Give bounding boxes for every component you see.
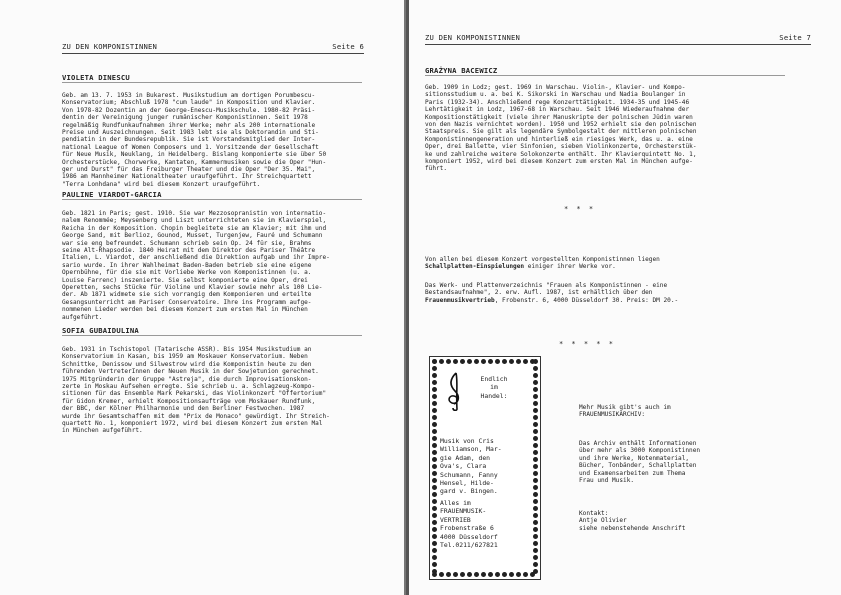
text-line: "Terra Lonhdana" wird bei diesem Konzert uraufgeführt. <box>62 180 261 188</box>
border-dot <box>533 450 538 455</box>
border-dot <box>502 572 507 577</box>
paragraph-directory <box>425 282 815 304</box>
treble-clef-icon <box>444 371 466 411</box>
text-line: Louise Farrenc) inszenierte. Sie selbst komponierte eine Oper, drei <box>62 276 308 284</box>
border-dot <box>523 572 528 577</box>
text-line: Antje Olivier <box>579 517 627 525</box>
border-dot <box>432 520 437 525</box>
paragraph-bacewicz <box>425 84 815 173</box>
border-dot <box>488 572 493 577</box>
border-dot <box>432 422 437 427</box>
flyer-border-bottom <box>432 572 535 577</box>
border-dot <box>509 572 514 577</box>
border-dot <box>432 373 437 378</box>
border-dot <box>460 572 465 577</box>
text-line: Paris (1932-34). Anschließend rege Konzerttätigkeit. 1934-35 und 1945-46 <box>425 98 690 106</box>
text-line: von den Nazis vernichtet worden). 1950 und 1952 erhielt sie den polnischen <box>425 121 697 129</box>
text-line: Oper, drei Ballette, vier Sinfonien, sieben Violinkonzerte, Orchesterstük- <box>425 143 697 151</box>
text-line: aufgeführt. <box>62 313 103 321</box>
border-dot <box>467 359 472 364</box>
text-line: Handel: <box>480 391 508 400</box>
border-dot <box>533 492 538 497</box>
text-line: Komponistinnengeneration und hinterließ ein riesiges Werk, das u. a. eine <box>425 135 693 143</box>
text-line: 1975 Mitgründerin der Gruppe "Astreja", die durch Improvisationskon- <box>62 375 312 383</box>
text-line: FRAUENMUSIKARCHIV: <box>579 411 646 419</box>
border-dot <box>509 359 514 364</box>
text-line: komponiert 1952, wird bei diesem Konzert zum ersten Mal in München aufge- <box>425 158 693 166</box>
text-line: gard v. Bingen. <box>440 487 498 496</box>
border-dot <box>533 422 538 427</box>
archive-body <box>579 440 779 484</box>
section-heading-dinescu: VIOLETA DINESCU <box>62 73 130 82</box>
border-dot <box>533 471 538 476</box>
text-line: Geb. 1909 in Lodz; gest. 1969 in Warschau. Violin-, Klavier- und Kompo- <box>425 84 686 91</box>
border-dot <box>432 359 437 364</box>
flyer-border-top <box>432 359 535 364</box>
text-line: siehe nebenstehende Anschrift <box>579 524 686 532</box>
text-line: national League of Women Composers und 1. Vorsitzende der Gesellschaft <box>62 143 319 151</box>
page-number: Seite 7 <box>779 33 811 42</box>
text-line: Italien, L. Viardot, der anschließend die Direktion aufgab und ihr Impre- <box>62 254 330 262</box>
border-dot <box>432 478 437 483</box>
text-line: Schnittke, Denissow und Silwestrow wird die Komponistin heute zu den <box>62 360 312 368</box>
border-dot <box>432 450 437 455</box>
text-line: Musik von Cris <box>440 437 494 445</box>
border-dot <box>533 415 538 420</box>
paragraph-gubaidulina <box>62 346 382 435</box>
border-dot <box>432 541 437 546</box>
text-line: nommenen Lieder werden bei diesem Konzert zum ersten Mal in München <box>62 306 308 314</box>
text-line: Alles im <box>440 499 471 507</box>
border-dot <box>432 464 437 469</box>
text-line: Mehr Musik gibt's auch im <box>579 404 671 411</box>
border-dot <box>533 464 538 469</box>
border-dot <box>474 359 479 364</box>
text-line: Frobenstraße 6 <box>440 524 494 533</box>
border-dot <box>533 548 538 553</box>
border-dot <box>533 562 538 567</box>
border-dot <box>432 534 437 539</box>
section-divider <box>62 199 362 200</box>
text-line: in München aufgeführt. <box>62 427 143 435</box>
border-dot <box>516 572 521 577</box>
right-page-header <box>425 33 811 45</box>
text-line: 1986 am Mannheimer Nationaltheater uraufgeführt. Ihr Streichquartett <box>62 173 312 181</box>
text-line: und Examensarbeiten zum Thema <box>579 469 686 477</box>
recordings-line: Von allen bei diesem Konzert vorgestellten Komponistinnen liegen <box>425 256 660 263</box>
text-line: ke und zahlreiche weitere Solokonzerte enthält. Ihr Klavierquintett No. 1, <box>425 150 697 158</box>
text-line: Frau und Musik. <box>579 477 635 485</box>
section-heading-bacewicz: GRAŻYNA BACEWICZ <box>425 66 498 75</box>
border-dot <box>453 359 458 364</box>
border-dot <box>533 534 538 539</box>
text-line: Kontakt: <box>579 510 609 517</box>
border-dot <box>432 408 437 413</box>
border-dot <box>533 443 538 448</box>
border-dot <box>523 359 528 364</box>
text-line: und ihre Werke, Notenmaterial, <box>579 454 690 462</box>
border-dot <box>432 443 437 448</box>
border-dot <box>432 366 437 371</box>
text-line: ger und Durst" für das Freiburger Theater und die Oper "Der 35. Mai", <box>62 166 316 174</box>
border-dot <box>533 359 538 364</box>
text-line: Bücher, Tonbänder, Schallplatten <box>579 462 697 470</box>
text-line: wurde ihr Gesamtschaffen mit dem "Prix de Monaco" gewürdigt. Ihr Streich- <box>62 412 330 420</box>
text-line: Hensel, Hilde- <box>440 479 494 488</box>
right-page <box>409 0 841 595</box>
border-dot <box>533 436 538 441</box>
text-line: war sie eng befreundet. Schumann schrieb sein Op. 24 für sie, Brahms <box>62 239 312 247</box>
border-dot <box>460 359 465 364</box>
directory-line: Das Werk- und Plattenverzeichnis "Frauen als Komponistinnen - eine <box>425 282 668 289</box>
text-line: Endlich <box>480 375 508 383</box>
border-dot <box>516 359 521 364</box>
text-line: Tel.0211/627821 <box>440 541 498 550</box>
text-line: über mehr als 3000 Komponistinnen <box>579 447 701 455</box>
text-line: führenden VertreterInnen der Neuen Musik in der Sowjetunion gerechnet. <box>62 368 319 376</box>
section-divider <box>62 335 362 336</box>
border-dot <box>432 485 437 490</box>
border-dot <box>432 569 437 574</box>
text-line: im <box>490 383 498 392</box>
border-dot <box>439 359 444 364</box>
border-dot <box>432 555 437 560</box>
flyer-border-right <box>533 359 538 574</box>
advertisement-flyer <box>429 356 541 580</box>
text-line: führt. <box>425 165 448 173</box>
border-dot <box>533 429 538 434</box>
border-dot <box>432 387 437 392</box>
border-dot <box>533 366 538 371</box>
border-dot <box>495 572 500 577</box>
text-line: regelmäßig Rundfunkaufnahmen ihrer Werke; mehr als 200 internationale <box>62 121 316 129</box>
border-dot <box>432 499 437 504</box>
border-dot <box>432 457 437 462</box>
text-line: Opernbühne, für die sie mit Vorliebe Werke von Komponistinnen (u. a. <box>62 269 312 277</box>
text-line: zerte in Moskau Aufsehen erregte. Sie schrieb u. a. Schlagzeug-Kompo- <box>62 383 316 391</box>
border-dot <box>488 359 493 364</box>
text-line: Williamson, Mar- <box>440 445 502 454</box>
text-line: Geb. 1821 in Paris; gest. 1910. Sie war Mezzosopranistin von internatio- <box>62 210 327 217</box>
border-dot <box>432 506 437 511</box>
text-line: Gesangsunterricht am Pariser Conservatoire. Ihre ins Programm aufge- <box>62 298 312 306</box>
header-title: ZU DEN KOMPONISTINNEN <box>425 33 521 42</box>
recordings-line-bold: Schallplatten-Einspielungen einiger ihrer Werke vor. <box>425 263 616 271</box>
text-line: dentin der Vereinigung junger rumänischer Komponistinnen. Seit 1978 <box>62 114 308 122</box>
flyer-body <box>440 437 532 496</box>
section-heading-gubaidulina: SOFIA GUBAIDULINA <box>62 326 139 335</box>
text-line: Geb. 1931 in Tschistopol (Tatarische ASSR). Bis 1954 Musikstudium an <box>62 346 312 353</box>
text-line: Lehrtätigkeit in Lodz, 1967-68 in Warschau. Seit 1946 Wiederaufnahme der <box>425 106 690 114</box>
text-line: sario wurde. In ihrer Wahlheimat Baden-Baden betrieb sie eine eigene <box>62 261 312 269</box>
separator-stars: * * * <box>564 205 596 213</box>
paragraph-viardot <box>62 210 382 321</box>
text-line: seine Alt-Rhapsodie. 1840 Heirat mit dem Direktor des Pariser Théâtre <box>62 247 316 255</box>
border-dot <box>432 429 437 434</box>
left-page-header <box>62 42 364 54</box>
border-dot <box>533 478 538 483</box>
border-dot <box>453 572 458 577</box>
text-line: der. Ab 1871 widmete sie sich vorrangig dem Komponieren und erteilte <box>62 291 312 299</box>
directory-line: Bestandsaufnahme", 2. erw. Aufl. 1987, ist erhältlich über den <box>425 289 653 297</box>
text-line: nalem Renommée; Meysenberg und Liszt unterrichteten sie im Klavierspiel, <box>62 217 327 225</box>
text-line: pendiatin in der Bundesrepublik. Sie ist Vorstandsmitglied der Inter- <box>62 136 316 144</box>
border-dot <box>533 373 538 378</box>
archive-title <box>579 404 759 419</box>
text-line: Konservatorium; Abschluß 1978 "cum laude" in Komposition und Klavier. <box>62 99 316 107</box>
text-line: George Sand, mit Berlioz, Gounod, Musset, Turgenjew, Fauré und Schumann <box>62 232 323 240</box>
border-dot <box>533 555 538 560</box>
flyer-border-left <box>432 359 437 574</box>
border-dot <box>432 527 437 532</box>
archive-contact <box>579 510 779 532</box>
bold-term: Frauenmusikvertrieb <box>425 296 495 304</box>
text-line: sitionsstudium u. a. bei K. Sikorski in Warschau und Nadia Boulanger in <box>425 91 686 99</box>
text-line: Kompositionstätigkeit (viele ihrer Manuskripte der polnischen Jüdin waren <box>425 113 693 121</box>
header-title: ZU DEN KOMPONISTINNEN <box>62 42 158 51</box>
border-dot <box>533 394 538 399</box>
text-line: sitionen für das Ensemble Mark Pekarski, das Violinkonzert "Offertorium" <box>62 390 327 398</box>
border-dot <box>533 408 538 413</box>
left-page <box>0 0 406 595</box>
border-dot <box>432 471 437 476</box>
border-dot <box>432 562 437 567</box>
border-dot <box>446 572 451 577</box>
text-line: gie Adam, den <box>440 453 491 462</box>
border-dot <box>432 394 437 399</box>
text-line: der BBC, der Kölner Philharmonie und den Berliner Festwochen. 1987 <box>62 405 305 413</box>
border-dot <box>474 572 479 577</box>
border-dot <box>533 485 538 490</box>
bold-term: Schallplatten-Einspielungen <box>425 263 525 271</box>
border-dot <box>432 380 437 385</box>
paragraph-recordings <box>425 256 815 271</box>
border-dot <box>432 401 437 406</box>
border-dot <box>533 527 538 532</box>
border-dot <box>533 569 538 574</box>
border-dot <box>481 359 486 364</box>
border-dot <box>533 513 538 518</box>
border-dot <box>533 380 538 385</box>
border-dot <box>432 513 437 518</box>
text-line: Konservatorium in Kasan, bis 1959 am Moskauer Konservatorium. Neben <box>62 353 308 361</box>
border-dot <box>432 415 437 420</box>
section-heading-viardot: PAULINE VIARDOT-GARCIA <box>62 190 162 199</box>
text-line: Orchesterstücke, Chorwerke, Kantaten, Kammermusiken sowie die Oper "Hun- <box>62 158 327 166</box>
border-dot <box>446 359 451 364</box>
page-number: Seite 6 <box>332 42 364 51</box>
separator-stars: * * * * * <box>559 340 615 348</box>
border-dot <box>533 506 538 511</box>
text-line: Reicha in der Komposition. Chopin begleitete sie am Klavier; mit ihm und <box>62 224 327 232</box>
border-dot <box>533 499 538 504</box>
border-dot <box>481 572 486 577</box>
text-line: Staatspreis. Sie gilt als legendäre Symbolgestalt der mittleren polnischen <box>425 128 697 136</box>
text-line: Operetten, sechs Stücke für Violine und Klavier sowie mehr als 100 Lie- <box>62 284 323 292</box>
border-dot <box>533 457 538 462</box>
border-dot <box>533 520 538 525</box>
text-line: Ova's, Clara <box>440 462 487 471</box>
border-dot <box>533 387 538 392</box>
border-dot <box>533 541 538 546</box>
text-line: Schumann, Fanny <box>440 470 498 479</box>
text-line: quartett No. 1, komponiert 1972, wird bei diesem Konzert zum ersten Mal <box>62 420 323 428</box>
border-dot <box>502 359 507 364</box>
text-line: für Neue Musik, Neuklang, in Heidelberg. Bislang komponierte sie über 50 <box>62 151 327 159</box>
section-divider <box>62 82 362 83</box>
text-line: Von 1978-82 Dozentin an der George-Enescu-Musikschule. 1980-82 Präsi- <box>62 106 316 114</box>
flyer-heading <box>474 375 514 400</box>
border-dot <box>495 359 500 364</box>
paragraph-dinescu <box>62 92 382 188</box>
text-line: VERTRIEB <box>440 515 471 524</box>
border-dot <box>432 492 437 497</box>
section-divider <box>425 75 785 76</box>
border-dot <box>439 572 444 577</box>
border-dot <box>432 436 437 441</box>
flyer-footer <box>440 499 532 549</box>
border-dot <box>467 572 472 577</box>
text-line: Geb. am 13. 7. 1953 in Bukarest. Musikstudium am dortigen Porumbescu- <box>62 92 316 99</box>
text-line: Das Archiv enthält Informationen <box>579 440 697 447</box>
directory-line-bold: Frauenmusikvertrieb, Frobenstr. 6, 4000 Düsseldorf 30. Preis: DM 20.- <box>425 296 679 304</box>
border-dot <box>432 548 437 553</box>
text-line: FRAUENMUSIK- <box>440 507 487 516</box>
text-line: Preise und Auszeichnungen. Seit 1983 lebt sie als Doktorandin und Sti- <box>62 129 319 137</box>
border-dot <box>533 401 538 406</box>
text-line: 4000 Düsseldorf <box>440 532 498 541</box>
text-line: für Gidon Kremer, erhielt Kompositionsaufträge vom Moskauer Rundfunk, <box>62 397 316 405</box>
